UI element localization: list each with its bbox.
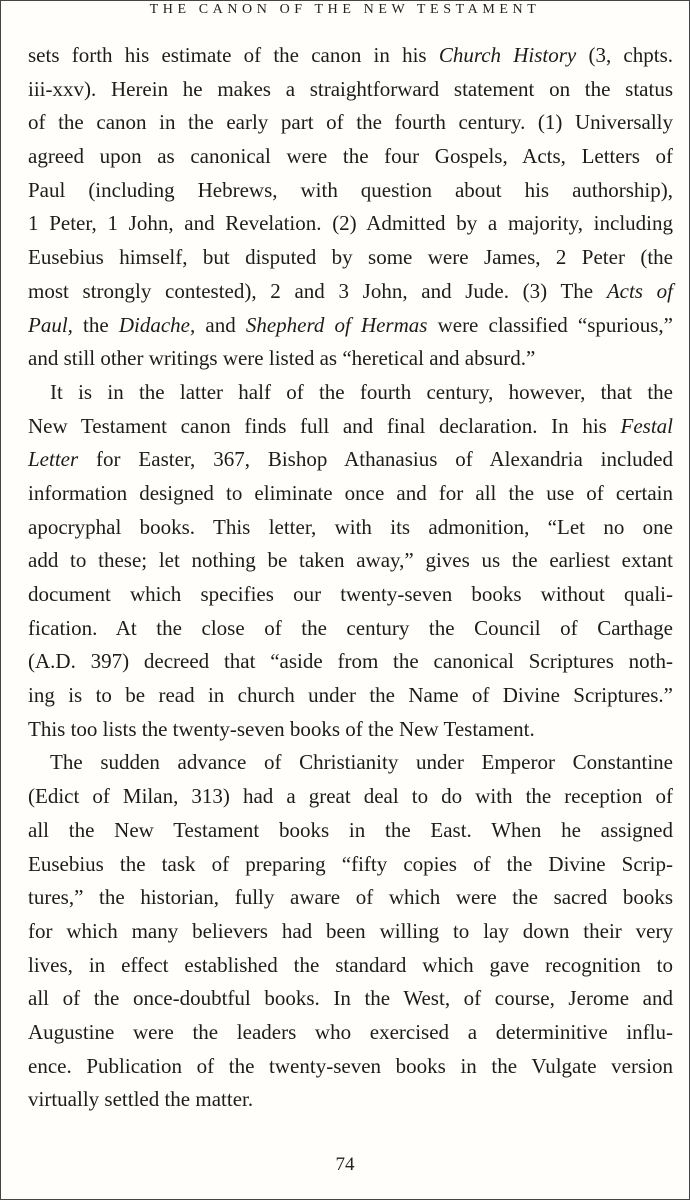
text-line: This too lists the twenty-seven books of the New Testament. [28,716,535,741]
text-line: all the New Testament books in the East. When he assigned [28,817,673,842]
text-line: Paul, the Didache, and Shepherd of Hermas were classified “spurious,” [28,312,674,337]
running-head: THE CANON OF THE NEW TESTAMENT [149,2,541,17]
text-line: It is in the latter half of the fourth century, however, that the [50,379,673,404]
text-line: Eusebius the task of preparing “fifty copies of the Divine Scrip- [28,851,673,876]
text-line: lives, in effect established the standard which gave recognition to [28,952,673,977]
text-line: ence. Publication of the twenty-seven books in the Vulgate version [28,1053,673,1078]
text-line: Paul (including Hebrews, with question about his authorship), [28,177,673,202]
text-line: tures,” the historian, fully aware of which were the sacred books [28,885,673,910]
text-line: New Testament canon finds full and final declaration. In his Festal [28,413,673,438]
paragraph [28,39,673,376]
text-line: add to these; let nothing be taken away,” gives us the earliest extant [28,548,673,573]
text-line: 1 Peter, 1 John, and Revelation. (2) Admitted by a majority, including [28,211,673,236]
paragraph [28,376,673,747]
text-line: document which specifies our twenty-seven books without quali- [28,582,673,606]
text-line: information designed to eliminate once and for all the use of certain [28,480,673,505]
text-line: for which many believers had been willing to lay down their very [28,918,673,943]
text-line: of the canon in the early part of the fourth century. (1) Universally [28,110,673,135]
text-line: apocryphal books. This letter, with its admonition, “Let no one [28,514,673,539]
body-text [28,39,673,1117]
text-line: most strongly contested), 2 and 3 John, and Jude. (3) The Acts of [28,278,673,303]
text-line: Eusebius himself, but disputed by some were James, 2 Peter (the [28,245,673,270]
text-line: (A.D. 397) decreed that “aside from the canonical Scriptures noth- [28,649,673,674]
text-line: Letter for Easter, 367, Bishop Athanasius of Alexandria included [28,447,673,472]
text-line: iii-xxv). Herein he makes a straightforward statement on the status [28,76,673,101]
text-line: The sudden advance of Christianity under Emperor Constantine [50,750,673,775]
text-line: virtually settled the matter. [28,1087,254,1112]
text-line: Augustine were the leaders who exercised a determinitive influ- [28,1019,673,1044]
text-line: fication. At the close of the century the Council of Carthage [28,615,673,640]
text-line: (Edict of Milan, 313) had a great deal to do with the reception of [28,784,673,809]
text-line: agreed upon as canonical were the four Gospels, Acts, Letters of [28,144,673,169]
page-number: 74 [335,1154,355,1175]
paragraph [28,746,673,1117]
text-line: sets forth his estimate of the canon in his Church History (3, chpts. [28,43,673,67]
text-line: all of the once-doubtful books. In the West, of course, Jerome and [28,986,673,1011]
text-line: ing is to be read in church under the Name of Divine Scriptures.” [28,683,673,708]
text-line: and still other writings were listed as “heretical and absurd.” [28,346,536,371]
